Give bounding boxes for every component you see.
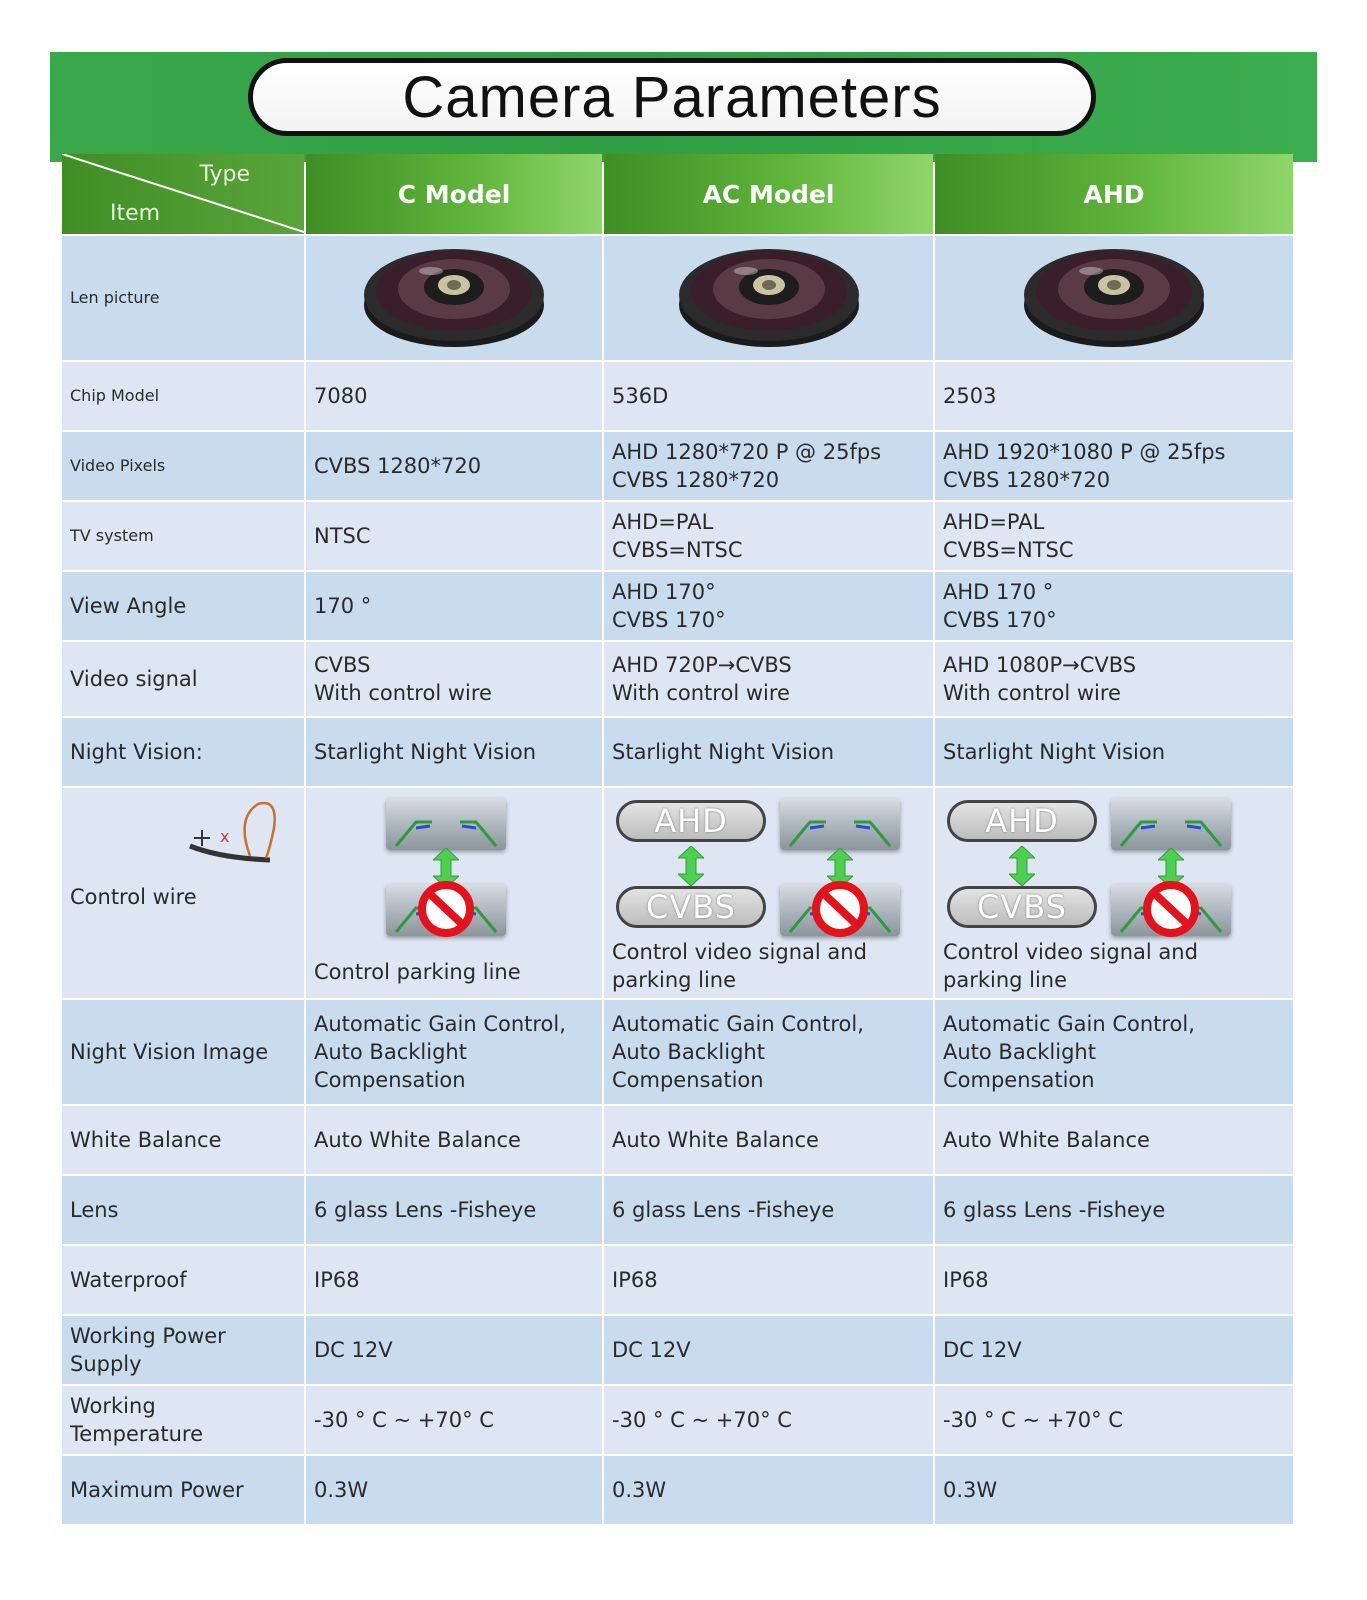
- cell-line: AHD 1920*1080 P @ 25fps: [943, 440, 1226, 464]
- fisheye-lens-icon: [361, 239, 547, 351]
- table-row-white-balance: [62, 1104, 1293, 1174]
- prohibited-icon: [808, 880, 872, 938]
- table-header-row: [62, 154, 1293, 234]
- cell-line: Compensation: [314, 1068, 466, 1092]
- parking-line-screen-icon: [780, 798, 900, 850]
- row-label: [62, 570, 304, 640]
- cell-line: Automatic Gain Control,: [612, 1012, 864, 1036]
- cell-ahd: [935, 570, 1293, 640]
- cell-text: 0.3W: [612, 1478, 667, 1502]
- cell-c-model: [306, 998, 602, 1104]
- cell-c-model: [306, 430, 602, 500]
- cell-text: DC 12V: [943, 1338, 1022, 1362]
- cell-ac-model: [604, 1244, 933, 1314]
- cvbs-pill: [616, 886, 766, 928]
- cell-ahd: [935, 360, 1293, 430]
- cell-line: With control wire: [943, 681, 1121, 705]
- cell-ac-model: [604, 1314, 933, 1384]
- row-label-line: Temperature: [70, 1422, 204, 1446]
- ahd-pill: [616, 800, 766, 842]
- cell-line: Compensation: [943, 1068, 1095, 1092]
- cell-text: -30 ° C ~ +70° C: [314, 1408, 494, 1432]
- cell-line: CVBS 170°: [943, 608, 1057, 632]
- cell-c-model: [306, 1384, 602, 1454]
- cell-line: AHD 170 °: [943, 580, 1054, 604]
- cell-line: Auto Backlight: [943, 1040, 1096, 1064]
- row-label-text: Lens: [70, 1198, 119, 1222]
- column-header-c-model: C Model: [306, 154, 602, 234]
- cell-ac-model: [604, 1454, 933, 1524]
- cell-text: IP68: [943, 1268, 989, 1292]
- page-title: Camera Parameters: [402, 64, 942, 130]
- ahd-pill: [947, 800, 1097, 842]
- row-label: [62, 1454, 304, 1524]
- cell-ahd: [935, 1454, 1293, 1524]
- table-row-control-wire: [62, 786, 1293, 998]
- parking-lines: [386, 798, 506, 850]
- cell-text: DC 12V: [314, 1338, 393, 1362]
- cell-ahd: [935, 640, 1293, 716]
- cell-line: CVBS: [314, 653, 371, 677]
- cell-c-model: [306, 234, 602, 360]
- cell-ac-model: [604, 234, 933, 360]
- cell-c-model: [306, 500, 602, 570]
- table-row-night-vision-image: [62, 998, 1293, 1104]
- cell-ac-model: [604, 716, 933, 786]
- row-label-text: Video Pixels: [70, 456, 166, 475]
- row-label: [62, 234, 304, 360]
- table-row-tv-system: [62, 500, 1293, 570]
- cell-c-model: [306, 360, 602, 430]
- cell-line: Automatic Gain Control,: [943, 1012, 1195, 1036]
- cell-ac-model: [604, 1384, 933, 1454]
- cell-text: 6 glass Lens -Fisheye: [314, 1198, 537, 1222]
- row-label-text: Night Vision:: [70, 740, 203, 764]
- cell-text: 6 glass Lens -Fisheye: [943, 1198, 1166, 1222]
- parking-line-screen-icon: [1111, 884, 1231, 936]
- row-label: [62, 1314, 304, 1384]
- diagonal-divider: [62, 154, 304, 234]
- column-header-ahd: AHD: [935, 154, 1293, 234]
- cell-line: AHD=PAL: [943, 510, 1045, 534]
- parking-lines: [1111, 798, 1231, 850]
- cell-line: CVBS 170°: [612, 608, 726, 632]
- parking-line-screen-icon: [1111, 798, 1231, 850]
- cell-c-model: [306, 716, 602, 786]
- row-label-text: Waterproof: [70, 1268, 187, 1292]
- cell-ac-model: [604, 1104, 933, 1174]
- prohibited-icon: [1139, 880, 1203, 938]
- cell-line: NTSC: [314, 524, 371, 548]
- cell-ac-model: [604, 998, 933, 1104]
- parking-line-screen-icon: [386, 884, 506, 936]
- cell-ahd: [935, 1314, 1293, 1384]
- ahd-pill-label: AHD: [654, 802, 728, 840]
- type-label: Type: [199, 162, 250, 187]
- row-label-text: View Angle: [70, 594, 187, 618]
- wire-icon: [180, 798, 290, 878]
- title-pill: [248, 58, 1096, 136]
- cell-ahd: [935, 1104, 1293, 1174]
- cell-text: Starlight Night Vision: [943, 740, 1166, 764]
- cell-c-model: [306, 1104, 602, 1174]
- cell-line: 170 °: [314, 594, 372, 618]
- cell-text: -30 ° C ~ +70° C: [943, 1408, 1123, 1432]
- cell-ahd: [935, 1384, 1293, 1454]
- row-label: [62, 1104, 304, 1174]
- cell-line: AHD 170°: [612, 580, 716, 604]
- fisheye-lens-icon: [1021, 239, 1207, 351]
- cell-line: Automatic Gain Control,: [314, 1012, 566, 1036]
- cell-text: IP68: [314, 1268, 360, 1292]
- cell-line: Compensation: [612, 1068, 764, 1092]
- title-banner: [50, 52, 1317, 162]
- cvbs-pill-label: CVBS: [977, 888, 1067, 926]
- control-caption: [943, 938, 1198, 994]
- row-label-text: Control wire: [70, 885, 197, 909]
- cell-ahd: [935, 430, 1293, 500]
- cell-c-model: [306, 786, 602, 998]
- cell-c-model: [306, 1314, 602, 1384]
- cell-text: 0.3W: [943, 1478, 998, 1502]
- cell-line: CVBS 1280*720: [314, 454, 482, 478]
- prohibited-icon: [414, 880, 478, 938]
- fisheye-lens-icon: [676, 239, 862, 351]
- table-row-view-angle: [62, 570, 1293, 640]
- column-header-ac-model: AC Model: [604, 154, 933, 234]
- cell-line: CVBS=NTSC: [943, 538, 1074, 562]
- control-caption: [314, 958, 521, 986]
- cell-line: AHD 1280*720 P @ 25fps: [612, 440, 882, 464]
- type-item-corner: [62, 154, 304, 234]
- double-arrow-icon: [1009, 846, 1035, 886]
- cell-ac-model: [604, 570, 933, 640]
- cell-ahd: [935, 998, 1293, 1104]
- cell-line: AHD=PAL: [612, 510, 714, 534]
- table-row-waterproof: [62, 1244, 1293, 1314]
- cvbs-pill: [947, 886, 1097, 928]
- row-label: [62, 500, 304, 570]
- table-row-video-signal: [62, 640, 1293, 716]
- cell-line: CVBS 1280*720: [943, 468, 1111, 492]
- cell-text: Auto White Balance: [612, 1128, 819, 1152]
- cell-c-model: [306, 1454, 602, 1524]
- cell-ahd: [935, 786, 1293, 998]
- cell-c-model: [306, 1244, 602, 1314]
- parameters-table: [60, 154, 1295, 1524]
- table-row-video-pixels: [62, 430, 1293, 500]
- cell-c-model: [306, 570, 602, 640]
- table-row-working-power-supply: [62, 1314, 1293, 1384]
- row-label-text: TV system: [70, 526, 154, 545]
- row-label: [62, 430, 304, 500]
- cell-text: Starlight Night Vision: [314, 740, 537, 764]
- row-label: [62, 786, 304, 998]
- table-row-maximum-power: [62, 1454, 1293, 1524]
- control-caption-line: Control parking line: [314, 960, 521, 984]
- cell-line: With control wire: [314, 681, 492, 705]
- cell-line: Auto Backlight: [314, 1040, 467, 1064]
- control-caption-line: Control video signal and: [612, 940, 867, 964]
- cell-c-model: [306, 640, 602, 716]
- cell-text: Auto White Balance: [943, 1128, 1150, 1152]
- cell-text: -30 ° C ~ +70° C: [612, 1408, 792, 1432]
- table-row-len-picture: [62, 234, 1293, 360]
- table-row-night-vision: [62, 716, 1293, 786]
- camera-parameters-sheet: [50, 52, 1317, 1554]
- row-label: [62, 998, 304, 1104]
- row-label-text: Maximum Power: [70, 1478, 244, 1502]
- cell-ac-model: [604, 640, 933, 716]
- control-caption-line: parking line: [943, 968, 1068, 992]
- control-caption-line: parking line: [612, 968, 737, 992]
- cell-ahd: [935, 1244, 1293, 1314]
- parking-lines: [780, 798, 900, 850]
- cell-ac-model: [604, 430, 933, 500]
- ahd-pill-label: AHD: [985, 802, 1059, 840]
- cell-text: Starlight Night Vision: [612, 740, 835, 764]
- cell-ahd: [935, 234, 1293, 360]
- row-label: [62, 640, 304, 716]
- cell-text: IP68: [612, 1268, 658, 1292]
- cell-ahd: [935, 500, 1293, 570]
- table-row-chip-model: [62, 360, 1293, 430]
- cell-text: 536D: [612, 384, 669, 408]
- cell-text: DC 12V: [612, 1338, 691, 1362]
- control-caption: [612, 938, 867, 994]
- cell-line: AHD 1080P→CVBS: [943, 653, 1137, 677]
- cell-ac-model: [604, 500, 933, 570]
- cell-line: With control wire: [612, 681, 790, 705]
- parking-line-screen-icon: [386, 798, 506, 850]
- cell-line: AHD 720P→CVBS: [612, 653, 792, 677]
- row-label: [62, 1384, 304, 1454]
- cell-ahd: [935, 1174, 1293, 1244]
- cell-line: CVBS 1280*720: [612, 468, 780, 492]
- cell-text: 7080: [314, 384, 368, 408]
- cell-ac-model: [604, 786, 933, 998]
- cell-c-model: [306, 1174, 602, 1244]
- row-label: [62, 716, 304, 786]
- svg-text:x: x: [220, 827, 230, 846]
- control-caption-line: Control video signal and: [943, 940, 1198, 964]
- row-label-text: Video signal: [70, 667, 198, 691]
- row-label: [62, 360, 304, 430]
- cell-ahd: [935, 716, 1293, 786]
- row-label-text: Chip Model: [70, 386, 160, 405]
- cell-text: 6 glass Lens -Fisheye: [612, 1198, 835, 1222]
- row-label: [62, 1244, 304, 1314]
- row-label-text: Len picture: [70, 288, 160, 307]
- cvbs-pill-label: CVBS: [646, 888, 736, 926]
- row-label: [62, 1174, 304, 1244]
- double-arrow-icon: [678, 846, 704, 886]
- row-label-text: Night Vision Image: [70, 1040, 269, 1064]
- row-label-line: Working: [70, 1394, 156, 1418]
- cell-text: Auto White Balance: [314, 1128, 521, 1152]
- item-label: Item: [110, 201, 161, 226]
- table-row-lens: [62, 1174, 1293, 1244]
- cell-ac-model: [604, 360, 933, 430]
- cell-line: CVBS=NTSC: [612, 538, 743, 562]
- row-label-text: White Balance: [70, 1128, 222, 1152]
- row-label-line: Supply: [70, 1352, 142, 1376]
- cell-text: 2503: [943, 384, 997, 408]
- table-row-working-temperature: [62, 1384, 1293, 1454]
- row-label-line: Working Power: [70, 1324, 226, 1348]
- parking-line-screen-icon: [780, 884, 900, 936]
- cell-ac-model: [604, 1174, 933, 1244]
- cell-line: Auto Backlight: [612, 1040, 765, 1064]
- cell-text: 0.3W: [314, 1478, 369, 1502]
